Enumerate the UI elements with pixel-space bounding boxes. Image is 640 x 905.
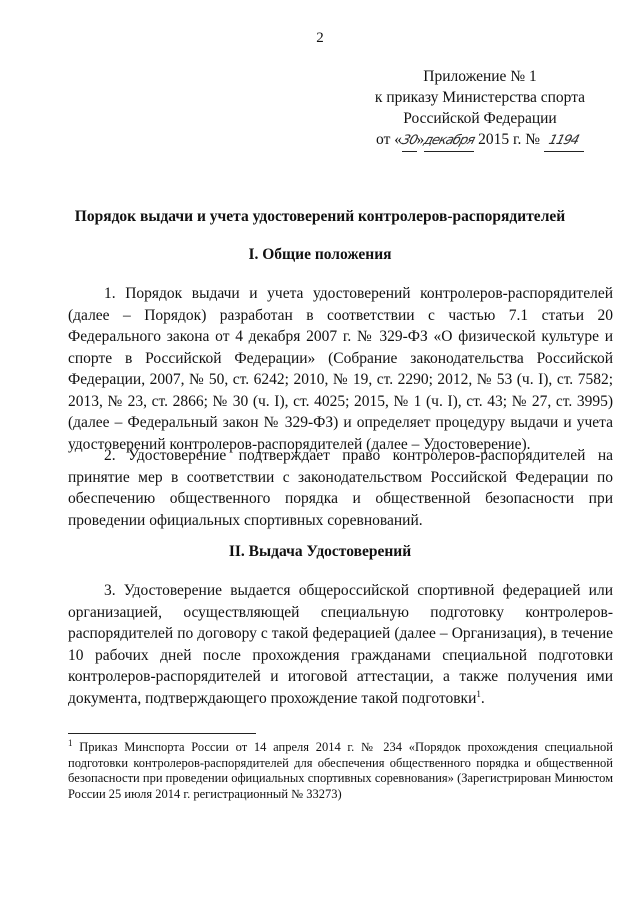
footnote — [68, 737, 613, 802]
date-mid: » — [416, 131, 425, 148]
page-number: 2 — [316, 30, 324, 46]
handwritten-number: 1194 — [544, 129, 584, 152]
handwritten-day: 30 — [402, 129, 417, 152]
footnote-mark: 1 — [68, 737, 73, 748]
footnote-divider — [68, 733, 256, 734]
attachment-line-1: Приложение № 1 — [423, 68, 537, 85]
attachment-block — [360, 66, 600, 152]
attachment-date-line — [360, 129, 600, 152]
handwritten-month: декабря — [424, 129, 474, 152]
date-prefix: от « — [376, 131, 402, 148]
paragraph-3 — [68, 580, 613, 709]
paragraph-3-end: . — [480, 689, 485, 707]
paragraph-3-text: 3. Удостоверение выдается общероссийской спортивной федерацией или организацией, осуществляющей специальную подготовку контролеров-распорядителей по договору с такой федерацией (далее – Организация), в течение 10 рабочих дней после прохождения гражданами специальной подготовки контролеров-распорядителей и итоговой аттестации, а также получения ими документа, подтверждающего прохождение такой подготовки — [68, 582, 613, 707]
section-title-issuance: II. Выдача Удостоверений — [228, 543, 412, 560]
date-year: 2015 г. № — [478, 131, 541, 148]
paragraph-2: 2. Удостоверение подтверждает право контролеров-распорядителей на принятие мер в соответствии с законодательством Российской Федерации по обеспечению общественного порядка и общественной безопасности при проведении официальных спортивных соревнований. — [68, 447, 613, 529]
document-title: Порядок выдачи и учета удостоверений контролеров-распорядителей — [74, 208, 566, 225]
footnote-reference[interactable]: 1 — [476, 688, 481, 699]
attachment-line-3: Российской Федерации — [403, 110, 557, 127]
attachment-line-2: к приказу Министерства спорта — [374, 89, 586, 106]
section-title-general: I. Общие положения — [248, 246, 392, 263]
footnote-text: Приказ Минспорта России от 14 апреля 2014 г. № 234 «Порядок прохождения специальной подготовки контролеров-распорядителей для обеспечения общественного порядка и общественной безопасности при проведении официальных спортивных соревнования» (Зарегистрирован Минюстом России 25 июля 2014 г. регистрационный № 33273) — [68, 740, 613, 801]
paragraph-1: 1. Порядок выдачи и учета удостоверений контролеров-распорядителей (далее – Порядок) разработан в соответствии с частью 7.1 статьи 20 Федерального закона от 4 декабря 2007 г. № 329-ФЗ «О физической культуре и спорте в Российской Федерации» (Собрание законодательства Российской Федерации, 2007, № 50, ст. 6242; 2010, № 19, ст. 2290; 2012, № 53 (ч. I), ст. 7582; 2013, № 23, ст. 2866; № 30 (ч. I), ст. 4025; 2015, № 1 (ч. I), ст. 43; № 27, ст. 3995) (далее – Федеральный закон № 329-ФЗ) и определяет процедуру выдачи и учета удостоверений контролеров-распорядителей (далее – Удостоверение). — [68, 285, 613, 453]
